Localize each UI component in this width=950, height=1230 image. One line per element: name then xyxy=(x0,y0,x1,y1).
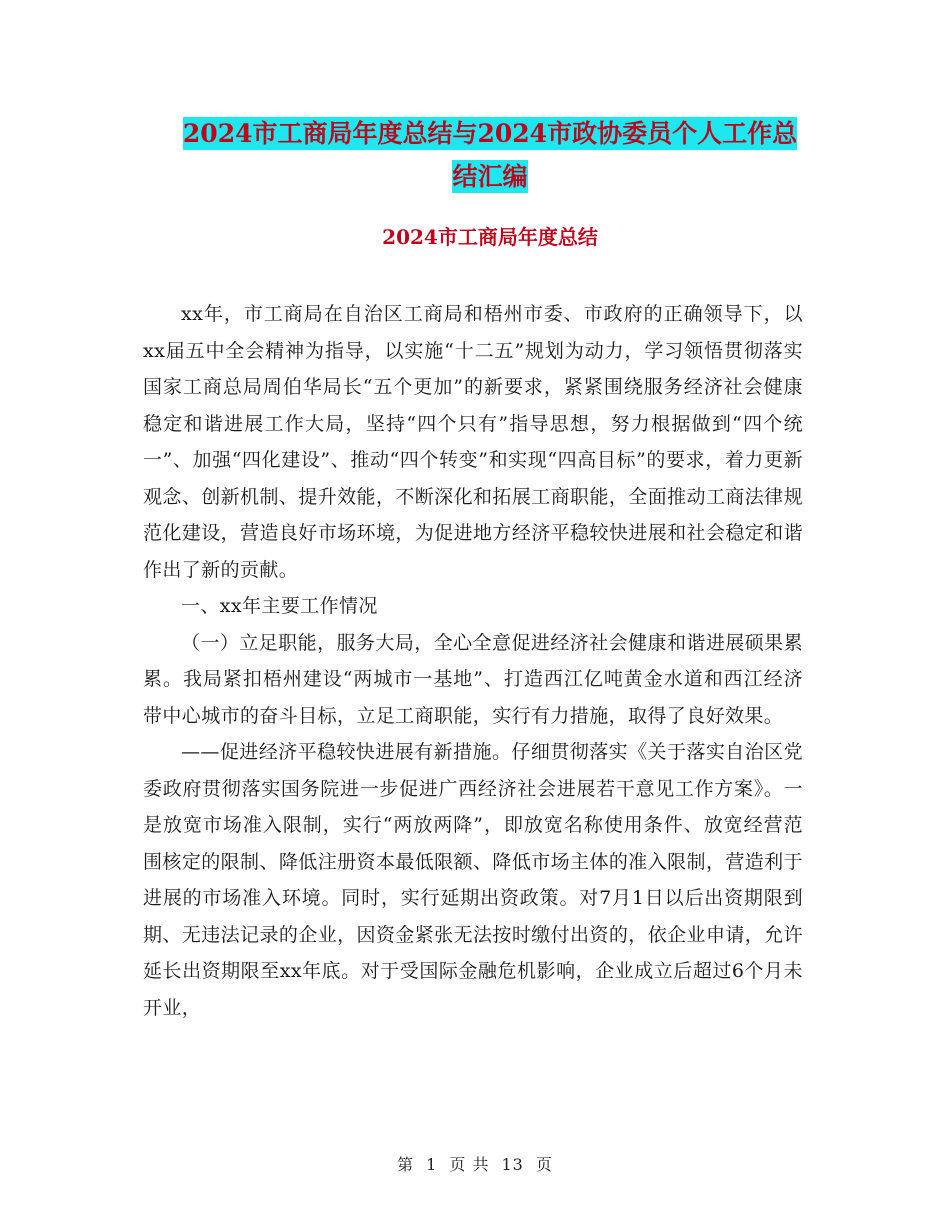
paragraph: xx年，市工商局在自治区工商局和梧州市委、市政府的正确领导下，以xx届五中全会精神为指导，以实施“十二五”规划为动力，学习领悟贯彻落实国家工商总局周伯华局长“五个更加”的新要求，紧紧围绕服务经济社会健康稳定和谐进展工作大局，坚持“四个只有”指导思想，努力根据做到“四个统一”、加强“四化建设”、推动“四个转变”和实现“四高目标”的要求，着力更新观念、创新机制、提升效能，不断深化和拓展工商职能，全面推动工商法律规范化建设，营造良好市场环境，为促进地方经济平稳较快进展和社会稳定和谐作出了新的贡献。 xyxy=(143,303,803,581)
page-total: 13 xyxy=(501,1155,524,1174)
footer-prefix: 第 xyxy=(397,1155,415,1174)
document-body xyxy=(143,296,803,1026)
section-heading: 一、xx年主要工作情况 xyxy=(181,595,378,617)
paragraph: ——促进经济平稳较快进展有新措施。仔细贯彻落实《关于落实自治区党委政府贯彻落实国务院进一步促进广西经济社会进展若干意见工作方案》。一是放宽市场准入限制，实行“两放两降”，即放宽名称使用条件、放宽经营范围核定的限制、降低注册资本最低限额、降低市场主体的准入限制，营造利于进展的市场准入环境。同时，实行延期出资政策。对7月1日以后出资期限到期、无违法记录的企业，因资金紧张无法按时缴付出资的，依企业申请，允许延长出资期限至xx年底。对于受国际金融危机影响，企业成立后超过6个月未开业， xyxy=(143,741,803,1019)
page-footer xyxy=(0,1152,950,1175)
page-number: 1 xyxy=(426,1155,438,1174)
section-title: 2024市工商局年度总结 xyxy=(382,225,598,249)
footer-middle: 页 共 xyxy=(449,1155,490,1174)
paragraph: （一）立足职能，服务大局，全心全意促进经济社会健康和谐进展硕果累累。我局紧扣梧州建设“两城市一基地”、打造西江亿吨黄金水道和西江经济带中心城市的奋斗目标，立足工商职能，实行有力措施，取得了良好效果。 xyxy=(143,631,803,727)
document-title xyxy=(140,112,840,198)
title-line-1: 2024市工商局年度总结与2024市政协委员个人工作总 xyxy=(182,119,798,148)
title-line-2: 结汇编 xyxy=(452,162,528,191)
footer-suffix: 页 xyxy=(535,1155,553,1174)
